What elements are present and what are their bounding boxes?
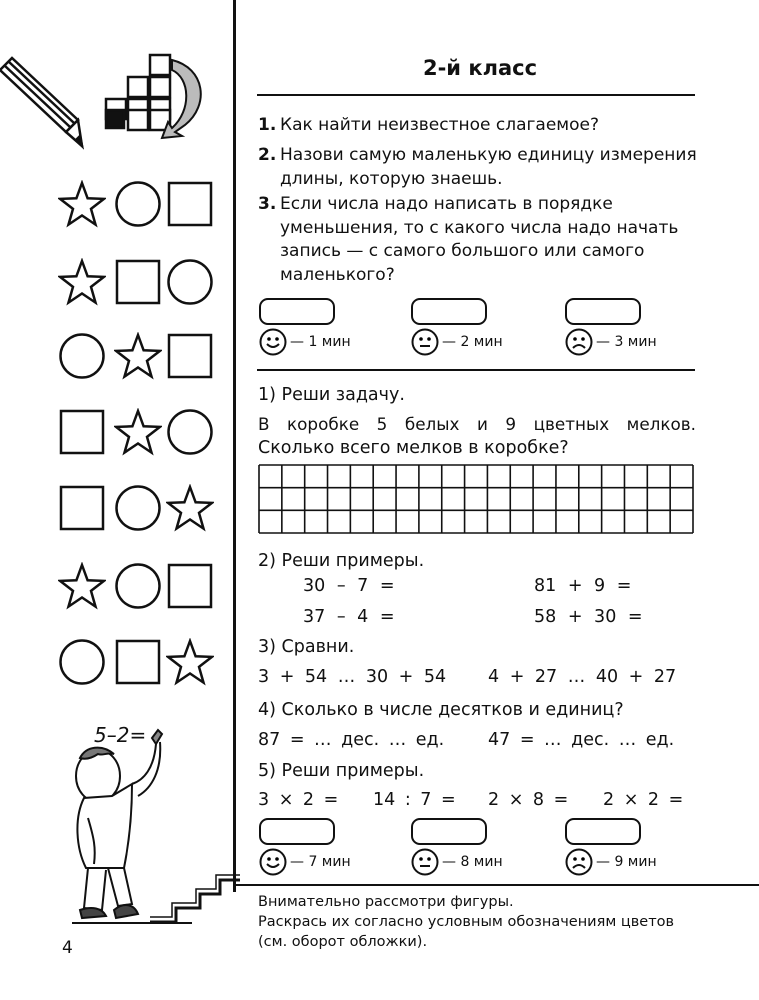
question-number: 3. xyxy=(258,194,277,214)
answer-grid[interactable] xyxy=(258,464,694,534)
circle-shape[interactable] xyxy=(114,562,162,610)
example: 81 + 9 = xyxy=(534,576,632,596)
board-text: 5–2= xyxy=(94,723,147,747)
timer-label: — 3 мин xyxy=(596,334,657,350)
timer-label: — 8 мин xyxy=(442,854,503,870)
compare-item: 4 + 27 … 40 + 27 xyxy=(488,667,677,687)
timer-label: — 9 мин xyxy=(596,854,657,870)
answer-box[interactable] xyxy=(259,818,335,845)
staircase-border xyxy=(150,862,240,924)
task-4-heading: 4) Сколько в числе десятков и единиц? xyxy=(258,700,624,720)
footer-line: Внимательно рассмотри фигуры. xyxy=(258,894,514,910)
page-divider xyxy=(233,0,236,892)
square-shape[interactable] xyxy=(166,332,214,380)
happy-face-icon xyxy=(259,848,287,876)
example: 30 – 7 = xyxy=(303,576,395,596)
question-3 xyxy=(258,193,698,287)
example: 14 : 7 = xyxy=(373,790,456,810)
star-shape[interactable] xyxy=(58,180,106,228)
question-number: 2. xyxy=(258,145,277,165)
square-shape[interactable] xyxy=(166,562,214,610)
question-2 xyxy=(258,144,698,191)
square-shape[interactable] xyxy=(114,258,162,306)
circle-shape[interactable] xyxy=(166,408,214,456)
star-shape[interactable] xyxy=(114,408,162,456)
answer-box[interactable] xyxy=(259,298,335,325)
neutral-face-icon xyxy=(411,848,439,876)
star-shape[interactable] xyxy=(166,638,214,686)
question-1 xyxy=(258,114,698,138)
section-rule xyxy=(257,369,695,371)
square-shape[interactable] xyxy=(166,180,214,228)
timer-label: — 7 мин xyxy=(290,854,351,870)
page-title: 2-й класс xyxy=(422,56,538,80)
example: 37 – 4 = xyxy=(303,607,395,627)
neutral-face-icon xyxy=(411,328,439,356)
decomposition-item: 47 = … дес. … ед. xyxy=(488,730,675,750)
circle-shape[interactable] xyxy=(58,638,106,686)
question-text: Как найти неизвестное слагаемое? xyxy=(280,115,600,135)
sad-face-icon xyxy=(565,328,593,356)
square-shape[interactable] xyxy=(114,638,162,686)
timer-label: — 2 мин xyxy=(442,334,503,350)
answer-box[interactable] xyxy=(565,818,641,845)
sad-face-icon xyxy=(565,848,593,876)
task-5-heading: 5) Реши примеры. xyxy=(258,761,425,781)
answer-box[interactable] xyxy=(411,818,487,845)
title-rule xyxy=(257,94,695,96)
star-shape[interactable] xyxy=(166,484,214,532)
square-shape[interactable] xyxy=(58,484,106,532)
example: 58 + 30 = xyxy=(534,607,643,627)
example: 2 × 2 = xyxy=(603,790,684,810)
timer-label: — 1 мин xyxy=(290,334,351,350)
question-text: Назови самую маленькую единицу измерения длины, которую знаешь. xyxy=(280,145,697,189)
star-shape[interactable] xyxy=(58,562,106,610)
pencil-blocks-icon xyxy=(0,50,220,150)
question-number: 1. xyxy=(258,115,277,135)
footer-line: Раскрась их согласно условным обозначениям цветов xyxy=(258,914,675,930)
footer-line: (см. оборот обложки). xyxy=(258,934,428,950)
task-2-heading: 2) Реши примеры. xyxy=(258,551,425,571)
happy-face-icon xyxy=(259,328,287,356)
answer-box[interactable] xyxy=(565,298,641,325)
task-1-text: В коробке 5 белых и 9 цветных мелков. xyxy=(258,414,696,434)
task-1-question: Сколько всего мелков в коробке? xyxy=(258,438,569,458)
circle-shape[interactable] xyxy=(114,484,162,532)
circle-shape[interactable] xyxy=(58,332,106,380)
footer-instructions xyxy=(258,892,738,952)
footer-rule xyxy=(235,884,759,886)
example: 2 × 8 = xyxy=(488,790,569,810)
example: 3 × 2 = xyxy=(258,790,339,810)
task-3-heading: 3) Сравни. xyxy=(258,637,355,657)
decomposition-item: 87 = … дес. … ед. xyxy=(258,730,445,750)
square-shape[interactable] xyxy=(58,408,106,456)
task-1-heading: 1) Реши задачу. xyxy=(258,385,405,405)
question-text: Если числа надо написать в порядке уменьшения, то с какого числа надо начать запись — с самого большого или самого маленького? xyxy=(280,194,679,285)
circle-shape[interactable] xyxy=(166,258,214,306)
circle-shape[interactable] xyxy=(114,180,162,228)
star-shape[interactable] xyxy=(114,332,162,380)
star-shape[interactable] xyxy=(58,258,106,306)
compare-item: 3 + 54 … 30 + 54 xyxy=(258,667,447,687)
page-number: 4 xyxy=(62,938,73,958)
answer-box[interactable] xyxy=(411,298,487,325)
